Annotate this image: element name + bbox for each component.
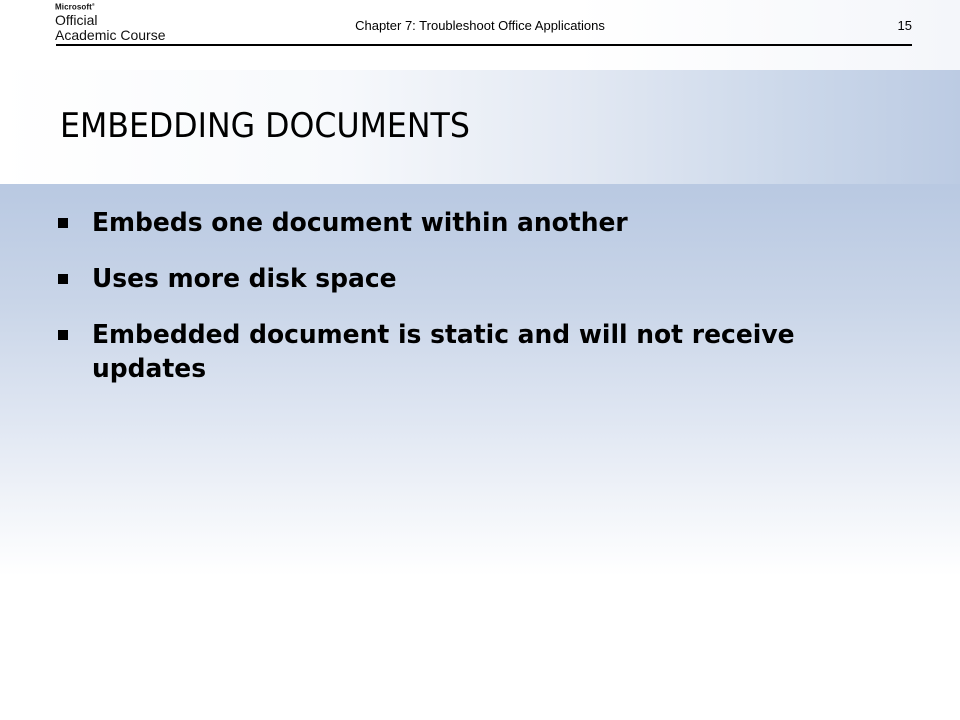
bullet-text: Embeds one document within another bbox=[92, 208, 628, 238]
bullet-list bbox=[56, 206, 916, 408]
bullet-text: Embedded document is static and will not receive updates bbox=[92, 320, 795, 384]
square-bullet-icon bbox=[58, 274, 68, 284]
bullet-item bbox=[56, 318, 916, 386]
logo-brand: Microsoft® bbox=[55, 2, 95, 12]
header-divider bbox=[56, 44, 912, 46]
chapter-title: Chapter 7: Troubleshoot Office Applications bbox=[355, 18, 605, 33]
bullet-text: Uses more disk space bbox=[92, 264, 397, 294]
bullet-item bbox=[56, 206, 916, 240]
square-bullet-icon bbox=[58, 330, 68, 340]
microsoft-official-academic-course-logo bbox=[55, 3, 166, 42]
bullet-item bbox=[56, 262, 916, 296]
page-number: 15 bbox=[897, 18, 912, 33]
square-bullet-icon bbox=[58, 218, 68, 228]
logo-line-official: Official bbox=[55, 11, 98, 28]
logo-line-academic-course: Academic Course bbox=[55, 26, 166, 43]
slide-title: EMBEDDING DOCUMENTS bbox=[60, 106, 470, 146]
